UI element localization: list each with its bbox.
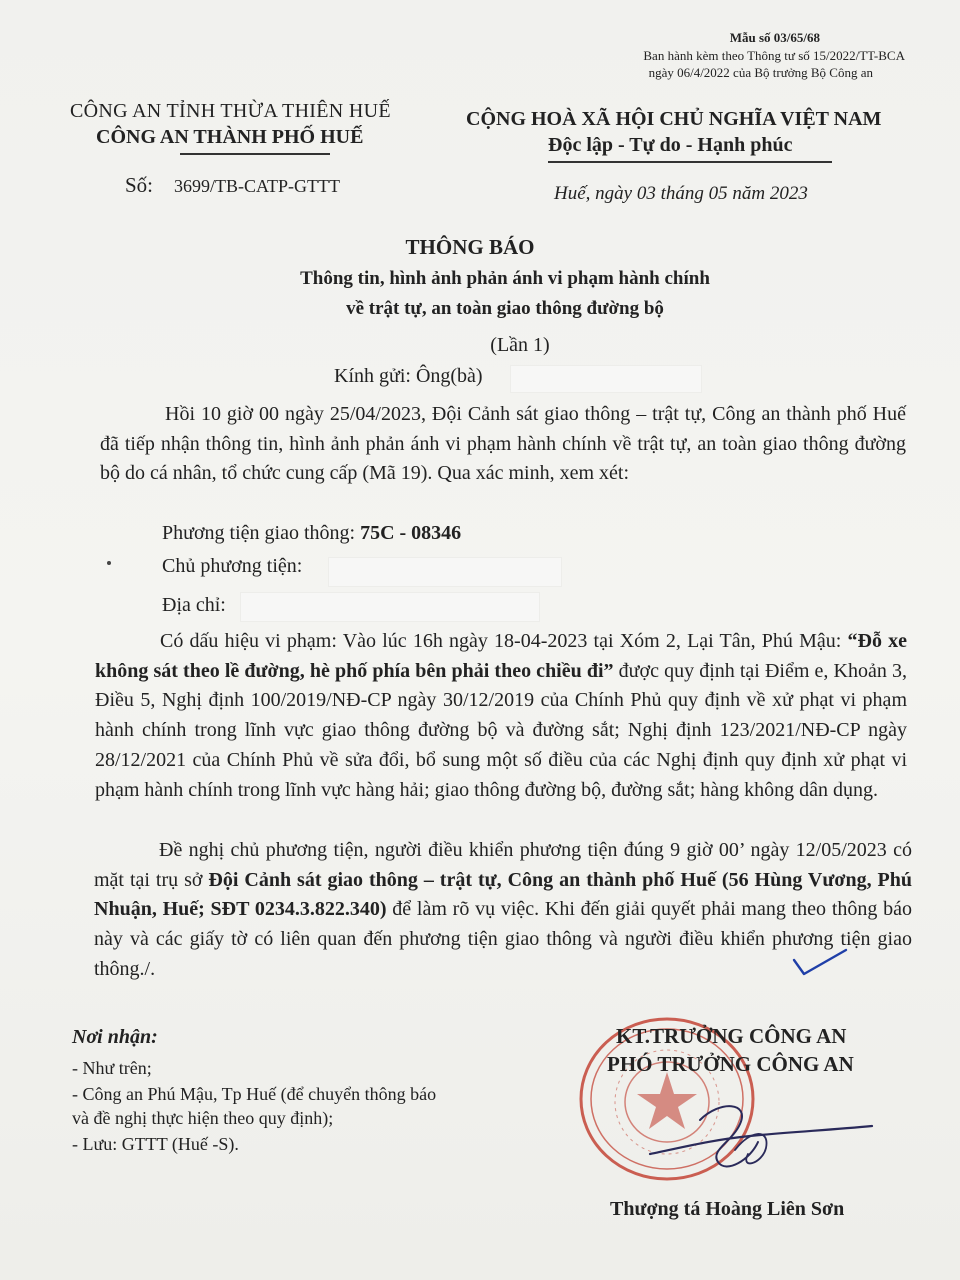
motto-underline	[548, 161, 832, 163]
address-field	[162, 594, 226, 617]
owner-field	[162, 555, 302, 578]
owner-label: Chủ phương tiện:	[162, 555, 303, 577]
violation-prefix: Có dấu hiệu vi phạm: Vào lúc 16h ngày 18-04-2023 tại Xóm 2, Lại Tân, Phú Mậu:	[160, 630, 848, 652]
vehicle-field	[162, 522, 461, 545]
request-suffix: để làm rõ vụ việc. Khi đến giải quyết phải mang theo thông báo này và các giấy tờ có liên quan đến phương tiện giao thông và người điều khiển phương tiện giao thông./.	[94, 898, 913, 980]
redacted-recipient-name	[510, 365, 702, 393]
national-motto: Độc lập - Tự do - Hạnh phúc	[548, 134, 793, 156]
checkmark-icon	[790, 944, 850, 978]
form-issued-line-2: ngày 06/4/2022 của Bộ trưởng Bộ Công an	[648, 65, 873, 80]
parent-organization: CÔNG AN TỈNH THỪA THIÊN HUẾ	[70, 100, 391, 122]
recipient-item: - Như trên;	[72, 1058, 152, 1078]
document-number: 3699/TB-CATP-GTTT	[174, 176, 340, 196]
signature-role-line-2: PHÓ TRƯỞNG CÔNG AN	[607, 1052, 854, 1076]
form-number: Mẫu số 03/65/68	[729, 30, 820, 45]
handwritten-signature-icon	[640, 1090, 880, 1190]
stray-mark	[107, 561, 111, 565]
issuing-organization: CÔNG AN THÀNH PHỐ HUẾ	[96, 126, 364, 148]
violation-paragraph	[95, 627, 907, 805]
signature-role-line-1: KT.TRƯỞNG CÔNG AN	[616, 1024, 847, 1048]
violation-description: “Đỗ xe không sát theo lề đường, hè phố phía bên phải theo chiều đi”	[95, 630, 907, 682]
vehicle-plate: 75C - 08346	[360, 522, 462, 544]
place-and-date: Huế, ngày 03 tháng 05 năm 2023	[554, 183, 808, 204]
document-number-label: Số:	[125, 173, 154, 197]
organization-underline	[180, 153, 330, 155]
recipient-item: - Công an Phú Mậu, Tp Huế (để chuyển thông báo	[72, 1084, 437, 1104]
request-office: Đội Cảnh sát giao thông – trật tự, Công an thành phố Huế (56 Hùng Vương, Phú Nhuận, Huế; SĐT 0234.3.822.340)	[94, 868, 913, 921]
document-subtitle-line-2: về trật tự, an toàn giao thông đường bộ	[346, 298, 664, 319]
national-title: CỘNG HOÀ XÃ HỘI CHỦ NGHĨA VIỆT NAM	[466, 108, 882, 130]
address-label: Địa chỉ:	[162, 594, 226, 616]
redacted-owner-name	[328, 557, 562, 587]
vehicle-label: Phương tiện giao thông:	[162, 522, 356, 544]
intro-paragraph: Hồi 10 giờ 00 ngày 25/04/2023, Đội Cảnh sát giao thông – trật tự, Công an thành phố Huế đã tiếp nhận thông tin, hình ảnh phản ánh vi phạm hành chính về trật tự, an toàn giao thông đường bộ do cá nhân, tổ chức cung cấp (Mã 19). Qua xác minh, xem xét:	[100, 403, 906, 485]
form-issued-line-1: Ban hành kèm theo Thông tư số 15/2022/TT-BCA	[643, 48, 905, 63]
redacted-address	[240, 592, 540, 622]
document-title: THÔNG BÁO	[405, 235, 535, 259]
recipient-item: - Lưu: GTTT (Huế -S).	[72, 1134, 239, 1154]
recipients-title: Nơi nhận:	[72, 1026, 158, 1048]
signer-name: Thượng tá Hoàng Liên Sơn	[610, 1198, 845, 1220]
recipient-item: và đề nghị thực hiện theo quy định);	[72, 1108, 334, 1128]
request-prefix: Đề nghị chủ phương tiện, người điều khiển phương tiện đúng 9 giờ 00’ ngày 12/05/2023 có mặt tại trụ sở	[94, 839, 912, 891]
document-subtitle-line-1: Thông tin, hình ảnh phản ánh vi phạm hành chính	[300, 268, 710, 289]
notice-occurrence: (Lần 1)	[490, 334, 550, 356]
violation-legal-basis: được quy định tại Điểm e, Khoản 3, Điều 5, Nghị định 100/2019/NĐ-CP ngày 30/12/2019 của Chính Phủ quy định về xử phạt vi phạm hành chính trong lĩnh vực giao thông đường bộ và đường sắt; Nghị định 123/2021/NĐ-CP ngày 28/12/2021 của Chính Phủ về sửa đổi, bổ sung một số điều của các Nghị định quy định xử phạt vi phạm hành chính trong lĩnh vực hàng hải; giao thông đường bộ, đường sắt; hàng không dân dụng.	[95, 659, 907, 801]
recipient-label: Kính gửi: Ông(bà)	[334, 365, 483, 387]
